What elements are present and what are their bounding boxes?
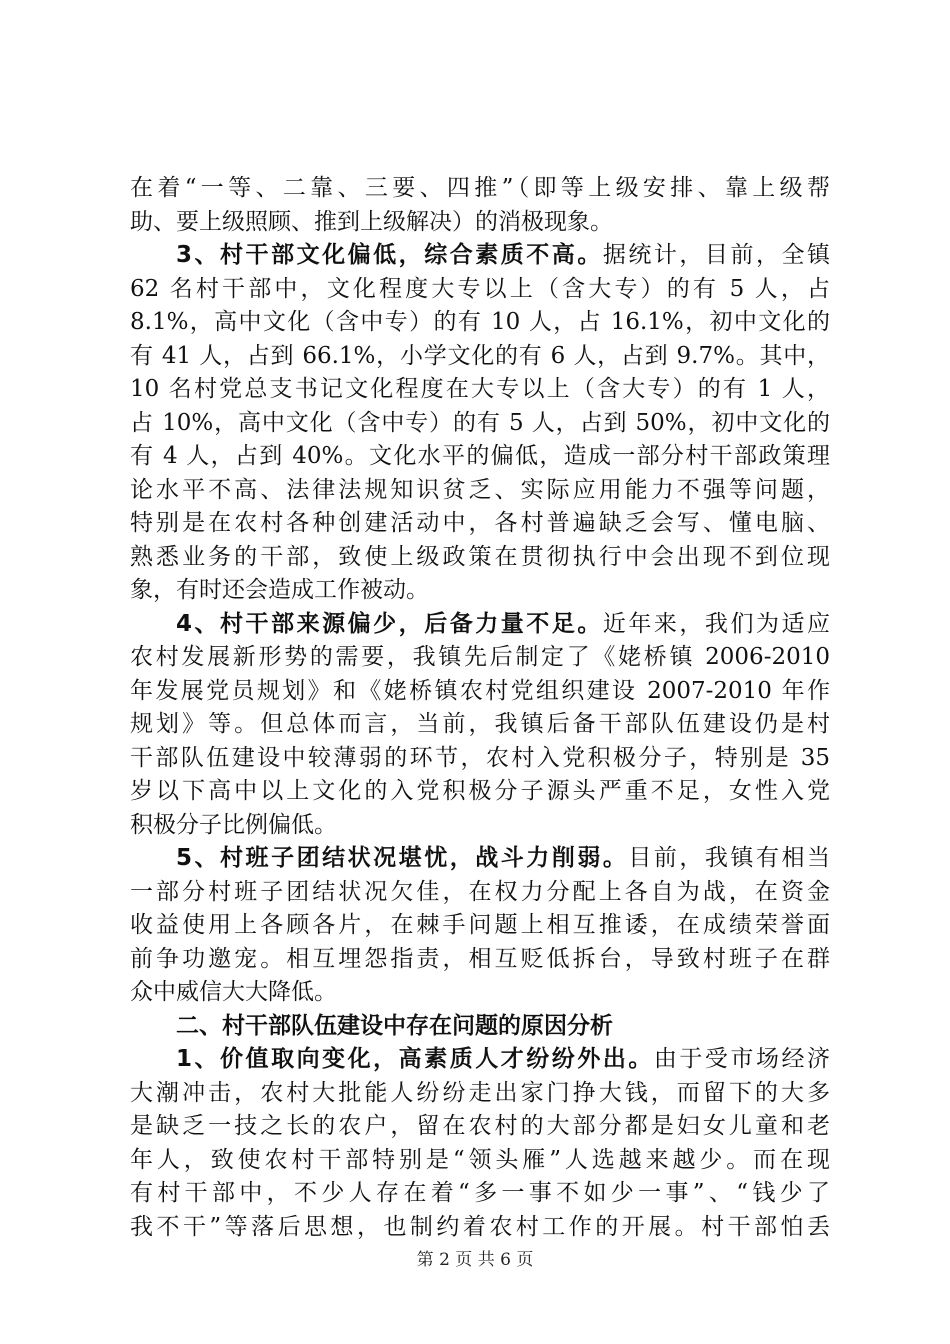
text-line — [130, 206, 830, 240]
line-text: 目前，我镇有相当 — [628, 845, 830, 871]
text-line — [130, 541, 830, 575]
paragraph — [130, 172, 830, 239]
line-text: 前争功邀宠。相互埋怨指责，相互贬低拆台，导致村班子在群 — [130, 945, 830, 972]
line-text: 众中威信大大降低。 — [130, 979, 337, 1005]
bold-heading: 5、村班子团结状况堪忧，战斗力削弱。 — [176, 845, 629, 871]
text-line — [130, 809, 830, 843]
text-line — [130, 340, 830, 374]
text-line — [130, 1043, 830, 1077]
text-line — [130, 909, 830, 943]
text-line — [130, 842, 830, 876]
text-line — [130, 876, 830, 910]
bold-heading: 4、村干部来源偏少，后备力量不足。 — [176, 610, 603, 637]
line-text: 近年来，我们为适应 — [602, 610, 830, 637]
text-line — [130, 306, 830, 340]
line-text: 农村发展新形势的需要，我镇先后制定了《姥桥镇 2006-2010 — [130, 644, 830, 670]
text-line — [130, 172, 830, 206]
line-text: 是缺乏一技之长的农户，留在农村的大部分都是妇女儿童和老 — [130, 1113, 830, 1139]
text-line — [130, 574, 830, 608]
line-text: 在着“一等、二靠、三要、四推”（即等上级安排、靠上级帮 — [130, 175, 830, 201]
line-text: 大潮冲击，农村大批能人纷纷走出家门挣大钱，而留下的大多 — [130, 1079, 830, 1106]
text-line — [130, 1144, 830, 1178]
line-text: 岁以下高中以上文化的入党积极分子源头严重不足，女性入党 — [130, 778, 830, 804]
line-text: 有村干部中，不少人存在着“多一事不如少一事”、“钱少了 — [130, 1180, 830, 1206]
text-line — [130, 373, 830, 407]
paragraph — [130, 239, 830, 608]
text-line — [130, 1010, 830, 1044]
line-text: 熟悉业务的干部，致使上级政策在贯彻执行中会出现不到位现 — [130, 543, 830, 570]
line-text: 特别是在农村各种创建活动中，各村普遍缺乏会写、懂电脑、 — [130, 510, 830, 536]
line-text: 由于受市场经济 — [653, 1046, 830, 1072]
bold-heading: 二、村干部队伍建设中存在问题的原因分析 — [176, 1012, 613, 1039]
text-line — [130, 1077, 830, 1111]
paragraph — [130, 608, 830, 843]
text-line — [130, 675, 830, 709]
line-text: 有 4 人，占到 40%。文化水平的偏低，造成一部分村干部政策理 — [130, 443, 830, 469]
line-text: 象，有时还会造成工作被动。 — [130, 577, 429, 603]
line-text: 据统计，目前，全镇 — [602, 242, 830, 268]
bold-heading: 1、价值取向变化，高素质人才纷纷外出。 — [176, 1046, 654, 1072]
text-line — [130, 440, 830, 474]
paragraph — [130, 1043, 830, 1244]
paragraph — [130, 842, 830, 1010]
line-text: 干部队伍建设中较薄弱的环节，农村入党积极分子，特别是 35 — [130, 744, 830, 771]
text-line — [130, 608, 830, 642]
line-text: 论水平不高、法律法规知识贫乏、实际应用能力不强等问题， — [130, 476, 830, 503]
line-text: 占 10%，高中文化（含中专）的有 5 人，占到 50%，初中文化的 — [130, 409, 830, 436]
text-line — [130, 239, 830, 273]
line-text: 10 名村党总支书记文化程度在大专以上（含大专）的有 1 人， — [130, 376, 830, 402]
line-text: 积极分子比例偏低。 — [130, 811, 337, 838]
line-text: 收益使用上各顾各片，在棘手问题上相互推诿，在成绩荣誉面 — [130, 912, 830, 938]
line-text: 一部分村班子团结状况欠佳，在权力分配上各自为战，在资金 — [130, 878, 830, 905]
text-line — [130, 641, 830, 675]
line-text: 助、要上级照顾、推到上级解决）的消极现象。 — [130, 208, 613, 235]
text-line — [130, 976, 830, 1010]
text-line — [130, 407, 830, 441]
text-line — [130, 1211, 830, 1245]
line-text: 年发展党员规划》和《姥桥镇农村党组织建设 2007-2010 年作 — [130, 677, 830, 704]
text-line — [130, 273, 830, 307]
text-line — [130, 708, 830, 742]
text-line — [130, 943, 830, 977]
paragraph — [130, 1010, 830, 1044]
line-text: 有 41 人，占到 66.1%，小学文化的有 6 人，占到 9.7%。其中， — [130, 342, 830, 369]
line-text: 规划》等。但总体而言，当前，我镇后备干部队伍建设仍是村 — [130, 711, 830, 737]
text-line — [130, 507, 830, 541]
text-line — [130, 1110, 830, 1144]
line-text: 年人，致使农村干部特别是“领头雁”人选越来越少。而在现 — [130, 1146, 830, 1173]
line-text: 我不干”等落后思想，也制约着农村工作的开展。村干部怕丢 — [130, 1213, 830, 1240]
text-line — [130, 474, 830, 508]
text-line — [130, 742, 830, 776]
line-text: 8.1%，高中文化（含中专）的有 10 人，占 16.1%，初中文化的 — [130, 309, 830, 335]
page-footer: 第 2 页 共 6 页 — [416, 1250, 534, 1270]
text-line — [130, 775, 830, 809]
bold-heading: 3、村干部文化偏低，综合素质不高。 — [176, 242, 603, 268]
line-text: 62 名村干部中，文化程度大专以上（含大专）的有 5 人，占 — [130, 275, 830, 302]
body-text — [130, 172, 830, 1244]
text-line — [130, 1177, 830, 1211]
